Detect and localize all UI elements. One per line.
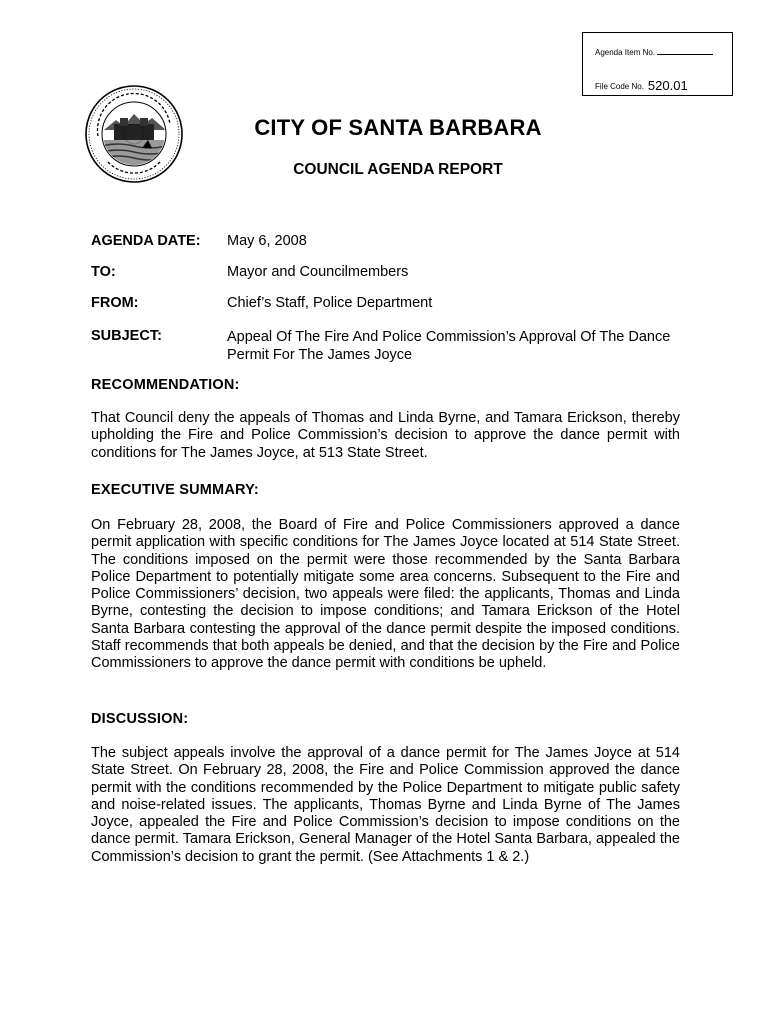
agenda-date-label: AGENDA DATE:	[91, 233, 201, 249]
discussion-text: The subject appeals involve the approval of a dance permit for The James Joyce at 514 State Street. On February 28, 2008, the Fire and Police Commission approved the dance permit with the conditions recommended by the Police Department to mitigate public safety and noise-related issues. The applicants, Thomas Byrne and Linda Byrne of The James Joyce, appealed the Fire and Police Commission’s decision to impose conditions on the dance permit. Tamara Erickson, General Manager of the Hotel Santa Barbara, appealed the Commission’s decision to grant the permit. (See Attachments 1 & 2.)	[91, 745, 680, 865]
report-title: COUNCIL AGENDA REPORT	[293, 161, 503, 178]
subject-label: SUBJECT:	[91, 328, 162, 344]
file-code-value: 520.01	[647, 78, 688, 93]
city-title: CITY OF SANTA BARBARA	[254, 115, 542, 140]
to-label: TO:	[91, 264, 116, 280]
executive-summary-text: On February 28, 2008, the Board of Fire and Police Commissioners approved a dance permit application with specific conditions for The James Joyce located at 514 State Street. The conditions imposed on the permit were those recommended by the Santa Barbara Police Department to potentially mitigate some area concerns. Subsequent to the Fire and Police Commissioners’ decision, two appeals were filed: the applicants, Thomas and Linda Byrne, contesting the decision to impose conditions; and Tamara Erickson of the Hotel Santa Barbara contesting the approval of the dance permit despite the imposed conditions. Staff recommends that both appeals be denied, and that the decision by the Fire and Police Commissioners to approve the dance permit with conditions be upheld.	[91, 517, 680, 672]
agenda-item-box	[582, 32, 733, 96]
from-label: FROM:	[91, 295, 139, 311]
to-value: Mayor and Councilmembers	[227, 264, 409, 280]
agenda-item-blank	[657, 47, 713, 55]
agenda-item-line	[595, 47, 713, 57]
executive-summary-heading: EXECUTIVE SUMMARY:	[91, 482, 259, 498]
file-code-label: File Code No.	[595, 82, 644, 91]
agenda-item-label: Agenda Item No.	[595, 48, 656, 57]
agenda-date-value: May 6, 2008	[227, 233, 307, 249]
from-value: Chief’s Staff, Police Department	[227, 295, 433, 311]
subject-value: Appeal Of The Fire And Police Commission’s Approval Of The Dance Permit For The James Joyce	[227, 329, 671, 363]
file-code-line	[595, 77, 688, 92]
recommendation-heading: RECOMMENDATION:	[91, 377, 240, 393]
recommendation-text: That Council deny the appeals of Thomas and Linda Byrne, and Tamara Erickson, thereby upholding the Fire and Police Commission’s decision to approve the dance permit with conditions for The James Joyce, at 513 State Street.	[91, 410, 680, 461]
discussion-heading: DISCUSSION:	[91, 711, 189, 727]
